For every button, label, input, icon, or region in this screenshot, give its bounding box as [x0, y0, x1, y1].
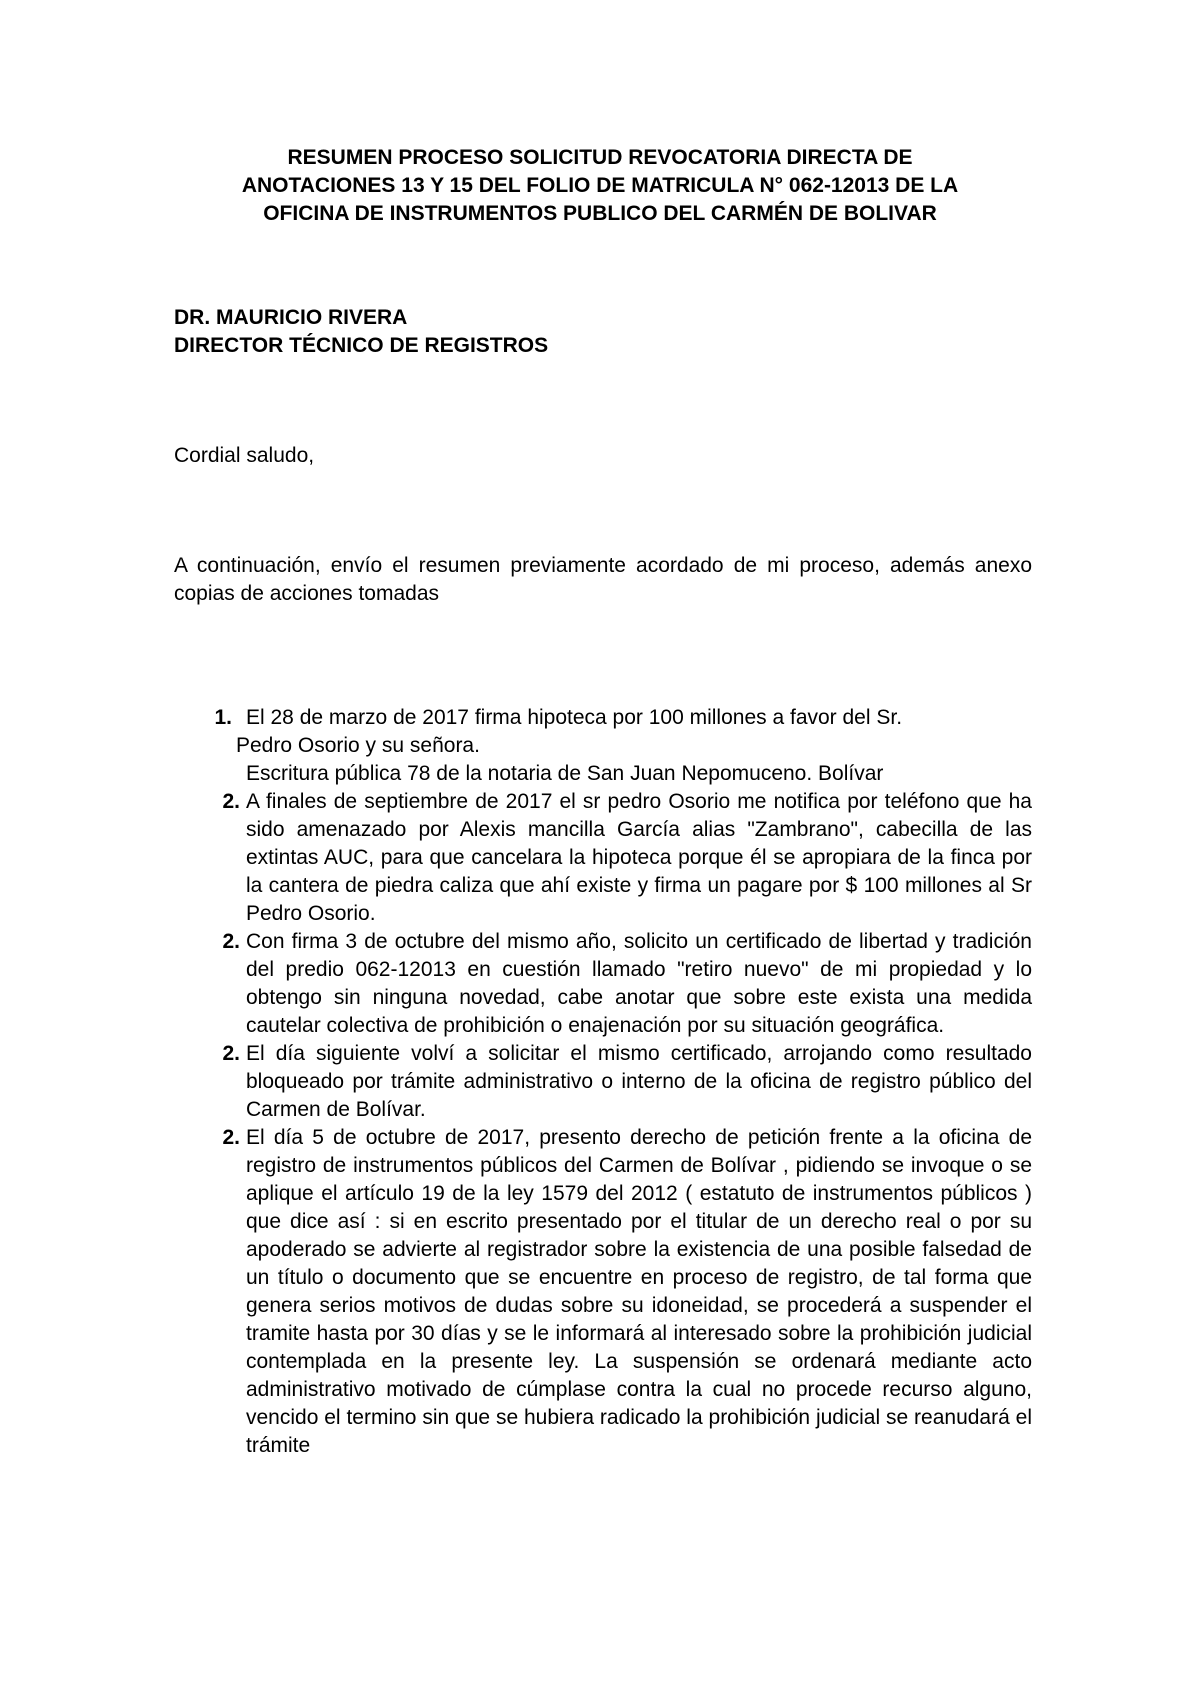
- list-item: [174, 1124, 1032, 1460]
- list-item: [174, 704, 1032, 788]
- list-item: [174, 788, 1032, 928]
- list-item-text: El día 5 de octubre de 2017, presento derecho de petición frente a la oficina de registro de instrumentos públicos del Carmen de Bolívar , pidiendo se invoque o se aplique el artículo 19 de la ley 1579 del 2012 ( estatuto de instrumentos públicos ) que dice así : si en escrito presentado por el titular de un derecho real o por su apoderado se advierte al registrador sobre la existencia de una posible falsedad de un título o documento que se encuentre en proceso de registro, de tal forma que genera serios motivos de dudas sobre su idoneidad, se procederá a suspender el tramite hasta por 30 días y se le informará al interesado sobre la prohibición judicial contemplada en la presente ley. La suspensión se ordenará mediante acto administrativo motivado de cúmplase contra la cual no procede recurso alguno, vencido el termino sin que se hubiera radicado la prohibición judicial se reanudará el trámite: [246, 1126, 1032, 1457]
- list-item-text-line: El 28 de marzo de 2017 firma hipoteca por 100 millones a favor del Sr.: [246, 706, 903, 729]
- intro-paragraph: A continuación, envío el resumen previamente acordado de mi proceso, además anexo copias de acciones tomadas: [174, 554, 1032, 605]
- list-item-text: El día siguiente volví a solicitar el mismo certificado, arrojando como resultado bloqueado por trámite administrativo o interno de la oficina de registro público del Carmen de Bolívar.: [246, 1042, 1032, 1121]
- list-item-subtext: Escritura pública 78 de la notaria de San Juan Nepomuceno. Bolívar: [246, 762, 884, 785]
- addressee-name: DR. MAURICIO RIVERA: [174, 306, 408, 329]
- list-item: [174, 1040, 1032, 1124]
- list-item-number: 2.: [222, 930, 240, 953]
- addressee-role: DIRECTOR TÉCNICO DE REGISTROS: [174, 334, 549, 357]
- title-line: OFICINA DE INSTRUMENTOS PUBLICO DEL CARMÉN DE BOLIVAR: [263, 202, 937, 225]
- list-item-number: 1.: [214, 706, 232, 729]
- list-item-number: 2.: [222, 790, 240, 813]
- list-item-number: 2.: [222, 1042, 240, 1065]
- list-item: [174, 928, 1032, 1040]
- numbered-list: [174, 704, 1032, 1460]
- greeting: Cordial saludo,: [174, 444, 315, 467]
- document-title: [174, 144, 1026, 228]
- list-item-number: 2.: [222, 1126, 240, 1149]
- title-line: ANOTACIONES 13 Y 15 DEL FOLIO DE MATRICULA N° 062-12013 DE LA: [241, 174, 959, 197]
- list-item-text: Con firma 3 de octubre del mismo año, solicito un certificado de libertad y tradición del predio 062-12013 en cuestión llamado "retiro nuevo" de mi propiedad y lo obtengo sin ninguna novedad, cabe anotar que sobre este exista una medida cautelar colectiva de prohibición o enajenación por su situación geográfica.: [246, 930, 1032, 1037]
- list-item-text-line: Pedro Osorio y su señora.: [236, 734, 480, 757]
- list-item-text: [236, 704, 1032, 760]
- addressee-block: [174, 304, 548, 360]
- title-line: RESUMEN PROCESO SOLICITUD REVOCATORIA DIRECTA DE: [287, 146, 913, 169]
- list-item-text: A finales de septiembre de 2017 el sr pedro Osorio me notifica por teléfono que ha sido amenazado por Alexis mancilla García alias "Zambrano", cabecilla de las extintas AUC, para que cancelara la hipoteca porque él se apropiara de la finca por la cantera de piedra caliza que ahí existe y firma un pagare por $ 100 millones al Sr Pedro Osorio.: [246, 790, 1032, 925]
